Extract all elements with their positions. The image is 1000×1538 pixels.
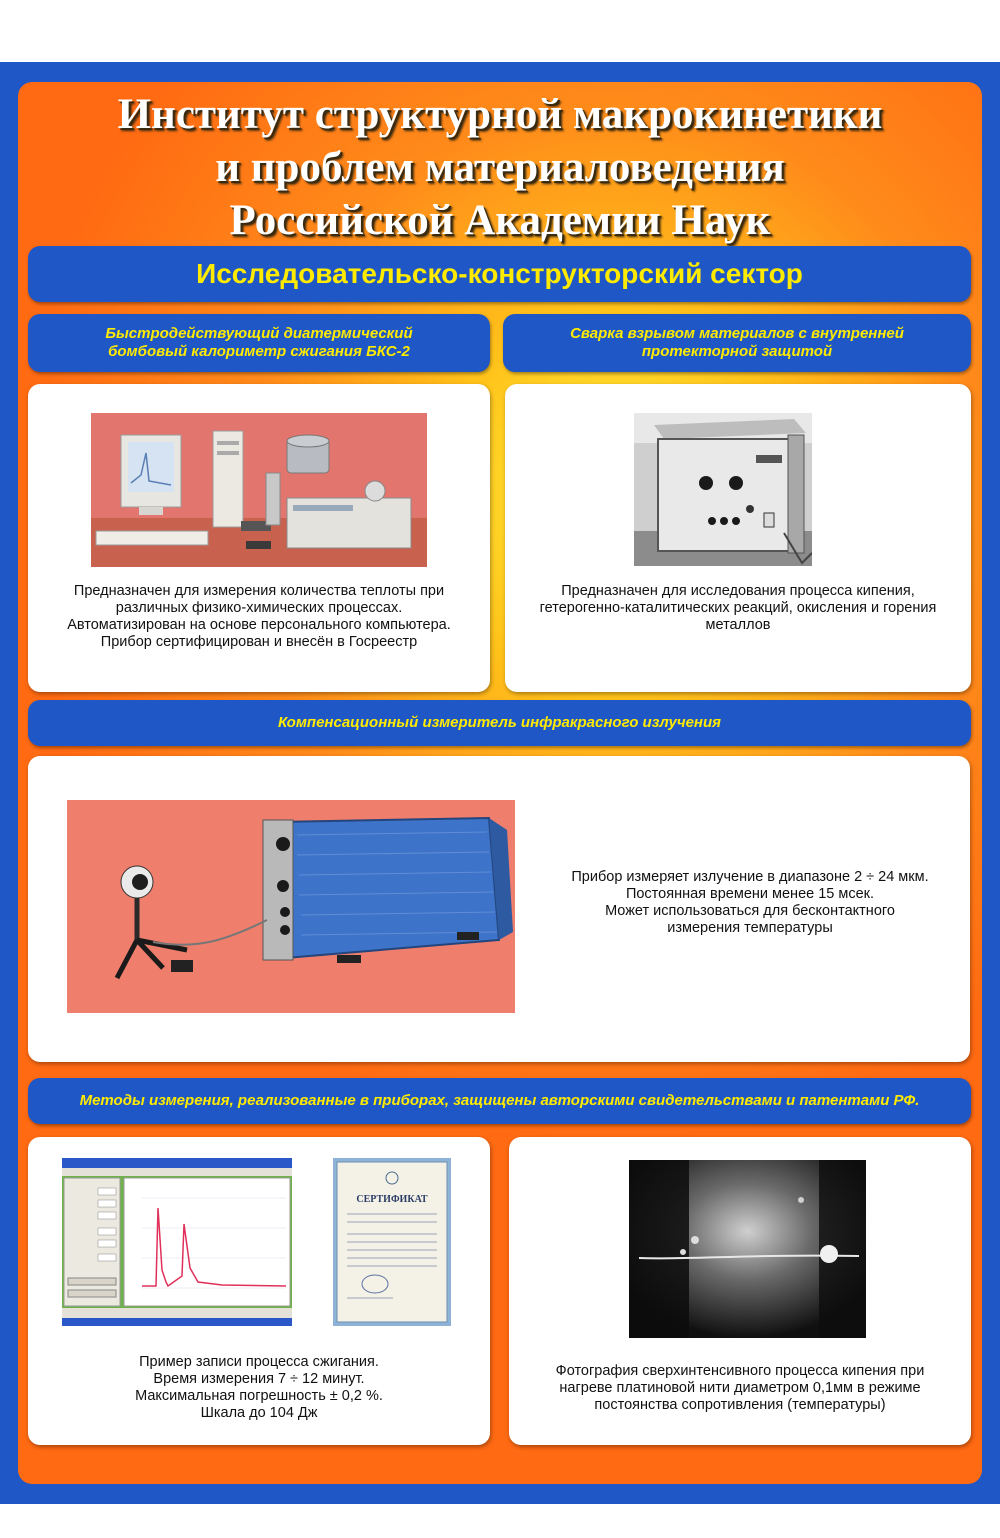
heading-line: Быстродействующий диатермический xyxy=(105,325,413,342)
calorimeter-heading xyxy=(28,314,490,372)
description-line: гетерогенно-каталитических реакций, окисления и горения xyxy=(539,600,937,616)
description-line: Постоянная времени менее 15 мсек. xyxy=(625,886,875,902)
heading-line: Компенсационный измеритель инфракрасного излучения xyxy=(278,714,721,731)
software-screenshot xyxy=(62,1158,292,1326)
description-line: различных физико-химических процессах. xyxy=(115,600,403,616)
patents-heading xyxy=(28,1078,971,1124)
ir-meter-photo xyxy=(67,800,515,1013)
certificate-title: СЕРТИФИКАТ xyxy=(356,1194,428,1205)
certificate-image xyxy=(333,1158,451,1326)
description-line: Время измерения 7 ÷ 12 минут. xyxy=(153,1371,365,1387)
ir-meter-heading xyxy=(28,700,971,746)
description-line: Предназначен для исследования процесса кипения, xyxy=(561,583,915,599)
explosion-welding-description xyxy=(505,583,971,634)
calorimeter-photo xyxy=(91,413,427,567)
description-line: Максимальная погрешность ± 0,2 %. xyxy=(135,1388,383,1404)
ir-meter-description xyxy=(520,869,980,937)
measurement-unit-photo xyxy=(634,413,812,566)
title-line: Институт структурной макрокинетики xyxy=(117,91,883,138)
description-line: металлов xyxy=(705,617,771,633)
description-line: постоянства сопротивления (температуры) xyxy=(594,1397,886,1413)
boiling-photo-description xyxy=(509,1363,971,1414)
calorimeter-description xyxy=(28,583,490,651)
description-line: Может использоваться для бесконтактного xyxy=(605,903,895,919)
heading-line: Сварка взрывом материалов с внутренней xyxy=(570,325,904,342)
institute-title xyxy=(18,88,982,247)
sector-label: Исследовательско-конструкторский сектор xyxy=(196,258,803,289)
description-line: Автоматизирован на основе персонального компьютера. xyxy=(67,617,451,633)
description-line: Прибор сертифицирован и внесён в Госреестр xyxy=(100,634,418,650)
description-line: Фотография сверхинтенсивного процесса кипения при xyxy=(555,1363,925,1379)
title-line: Российской Академии Наук xyxy=(229,197,771,244)
combustion-record-description xyxy=(28,1354,490,1422)
description-line: измерения температуры xyxy=(667,920,833,936)
heading-line: протекторной защитой xyxy=(641,343,833,360)
heading-line: Методы измерения, реализованные в приборах, защищены авторскими свидетельствами и патентами РФ. xyxy=(79,1092,920,1109)
description-line: Пример записи процесса сжигания. xyxy=(139,1354,379,1370)
description-line: Предназначен для измерения количества теплоты при xyxy=(73,583,445,599)
sector-heading xyxy=(28,246,971,302)
title-line: и проблем материаловедения xyxy=(215,144,785,191)
boiling-process-photo xyxy=(629,1160,866,1338)
description-line: Прибор измеряет излучение в диапазоне 2 ÷ 24 мкм. xyxy=(571,869,929,885)
description-line: нагреве платиновой нити диаметром 0,1мм в режиме xyxy=(559,1380,921,1396)
description-line: Шкала до 104 Дж xyxy=(200,1405,318,1421)
heading-line: бомбовый калориметр сжигания БКС-2 xyxy=(108,343,410,360)
explosion-welding-heading xyxy=(503,314,971,372)
